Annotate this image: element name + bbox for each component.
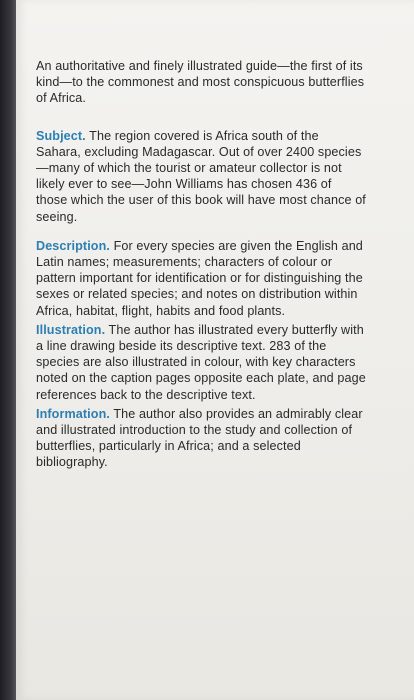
description-text: For every species are given the English and Latin names; measurements; characters of colour or pattern important for identification or for distinguishing the sexes or related species; and notes on distribution within Africa, habitat, flight, habits and food plants. [36, 238, 363, 318]
blurb-text [36, 58, 366, 484]
illustration-heading: Illustration. [36, 322, 106, 337]
illustration-paragraph [36, 322, 366, 403]
description-heading: Description. [36, 238, 110, 253]
book-spine-shadow [0, 0, 16, 700]
subject-heading: Subject. [36, 128, 86, 143]
intro-paragraph: An authoritative and finely illustrated guide—the first of its kind—to the commonest and most conspicuous butterflies of Africa. [36, 59, 365, 106]
illustration-text: The author has illustrated every butterfly with a line drawing beside its descriptive text. 283 of the species are also illustrated in colour, with key characters noted on the caption pages opposite each plate, and page references back to the descriptive text. [36, 322, 366, 402]
information-heading: Information. [36, 406, 110, 421]
subject-text: The region covered is Africa south of the Sahara, excluding Madagascar. Out of over 2400 species—many of which the tourist or amateur collector is not likely ever to see—John Williams has chosen 436 of those which the user of this book will have most chance of seeing. [36, 128, 366, 224]
information-text: The author also provides an admirably clear and illustrated introduction to the study and collection of butterflies, particularly in Africa; and a selected bibliography. [36, 406, 363, 470]
description-paragraph [36, 238, 366, 319]
information-paragraph [36, 406, 366, 471]
subject-paragraph [36, 128, 366, 225]
